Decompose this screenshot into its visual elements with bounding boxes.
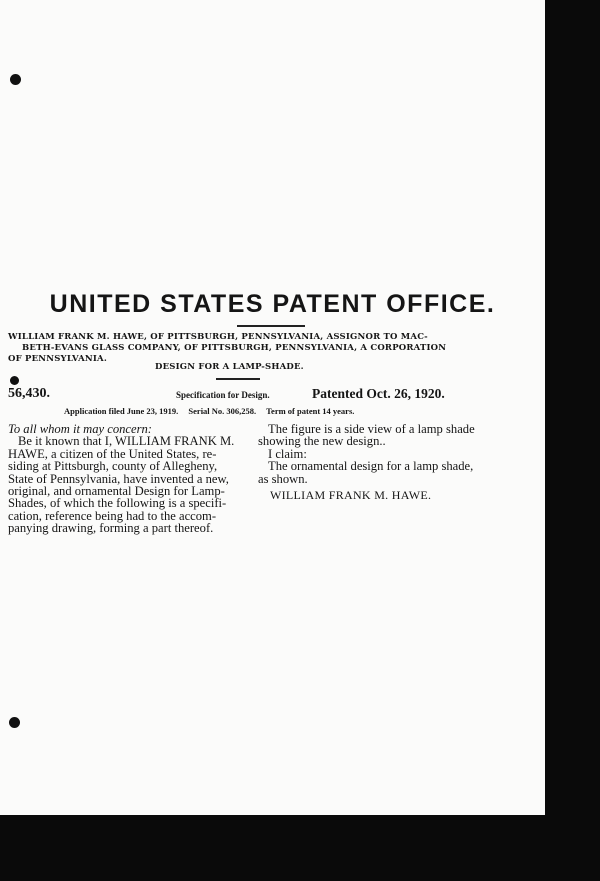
body-line: panying drawing, forming a part thereof.	[8, 521, 214, 536]
right-column	[258, 423, 488, 501]
left-column	[8, 422, 235, 536]
body-line: showing the new design..	[258, 434, 386, 449]
assignment-line: BETH-EVANS GLASS COMPANY, OF PITTSBURGH, PENNSYLVANIA, A CORPORATION	[22, 343, 447, 353]
body-line: as shown.	[258, 471, 308, 486]
body-line: State of Pennsylvania, have invented a new,	[8, 471, 229, 486]
application-line	[64, 406, 362, 416]
scan-edge-right	[545, 0, 600, 881]
punch-hole-icon	[9, 717, 20, 728]
design-rule	[216, 378, 260, 380]
body-line: The ornamental design for a lamp shade,	[268, 459, 474, 474]
claim-heading: I claim:	[268, 446, 307, 461]
body-line: cation, reference being had to the accom-	[8, 508, 217, 523]
punch-hole-icon	[10, 74, 21, 85]
body-line: original, and ornamental Design for Lamp-	[8, 484, 225, 499]
body-line: HAWE, a citizen of the United States, re-	[8, 446, 217, 461]
patented-date: Patented Oct. 26, 1920.	[312, 386, 445, 401]
assignment-line: WILLIAM FRANK M. HAWE, OF PITTSBURGH, PENNSYLVANIA, ASSIGNOR TO MAC-	[8, 332, 428, 342]
serial-number: Serial No. 306,258.	[188, 406, 257, 416]
body-line: The figure is a side view of a lamp shade	[268, 422, 475, 436]
design-title: DESIGN FOR A LAMP-SHADE.	[155, 362, 304, 372]
body-line: Shades, of which the following is a specifi-	[8, 496, 227, 511]
assignment-block	[8, 332, 448, 365]
punch-hole-icon	[10, 376, 19, 385]
body-line: siding at Pittsburgh, county of Allegheny,	[8, 459, 218, 474]
patent-term: Term of patent 14 years.	[266, 406, 355, 416]
application-filed: Application filed June 23, 1919.	[64, 406, 179, 416]
inventor-signature: WILLIAM FRANK M. HAWE.	[270, 488, 432, 503]
title-rule	[237, 325, 305, 327]
scan-edge-bottom	[0, 815, 545, 881]
assignment-line: OF PENNSYLVANIA.	[8, 354, 108, 364]
specification-label: Specification for Design.	[176, 390, 270, 400]
body-line: Be it known that I, WILLIAM FRANK M.	[18, 434, 235, 449]
office-title: UNITED STATES PATENT OFFICE.	[49, 290, 496, 318]
salutation: To all whom it may concern:	[8, 422, 153, 436]
patent-number: 56,430.	[8, 386, 50, 401]
